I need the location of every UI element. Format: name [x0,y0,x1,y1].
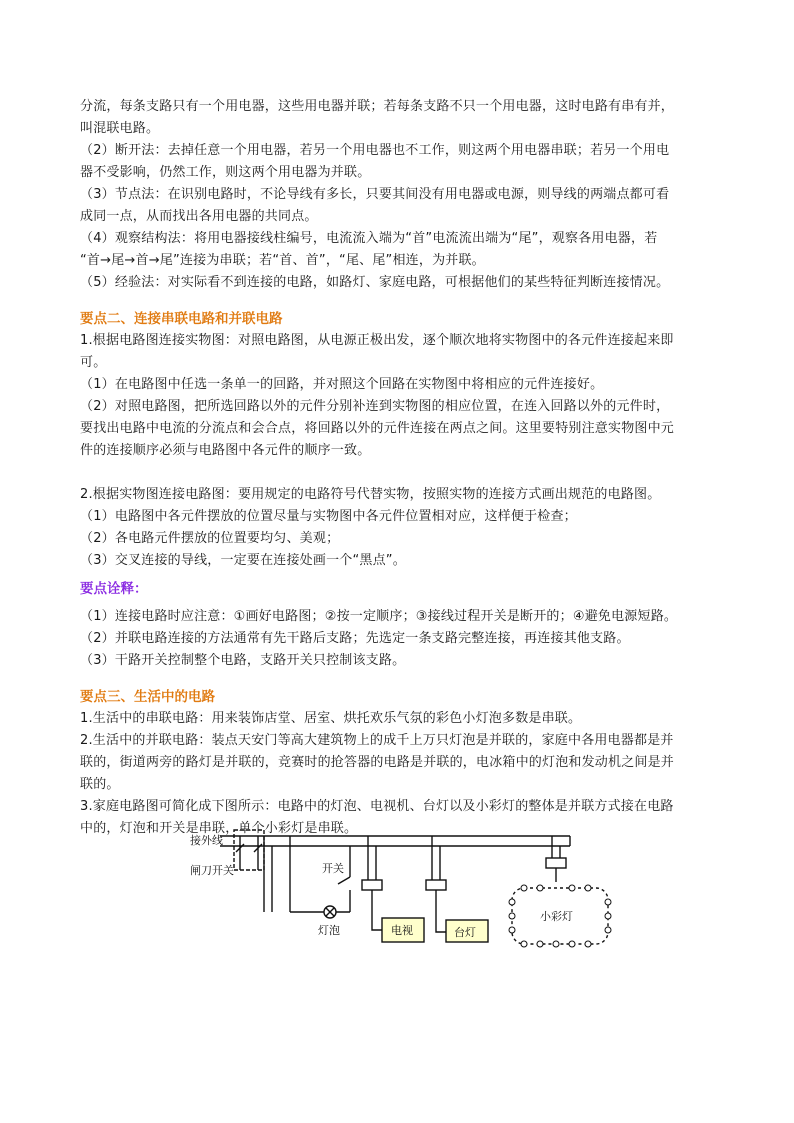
text-line: “首→尾→首→尾”连接为串联；若“首、首”，“尾、尾”相连，为并联。 [80,253,485,268]
text-line: （1）在电路图中任选一条单一的回路，并对照这个回路在实物图中将相应的元件连接好。 [80,377,604,392]
text-line: （1）电路图中各元件摆放的位置尽量与实物图中各元件位置相对应，这样便于检查； [80,509,577,524]
text-line: （2）各电路元件摆放的位置要均匀、美观； [80,531,340,546]
text-line: 中的，灯泡和开关是串联，单个小彩灯是串联。 [80,821,358,836]
section1-continuation [80,96,720,294]
text-line: 1.生活中的串联电路：用来装饰店堂、居室、烘托欢乐气氛的彩色小灯泡多数是串联。 [80,711,582,726]
text-line: 件的连接顺序必须与电路图中各元件的顺序一致。 [80,443,371,458]
lamp-socket [426,880,446,890]
text-line: （2）对照电路图，把所选回路以外的元件分别补连到实物图的相应位置，在连入回路以外的元件时， [80,399,670,414]
text-line: （3）节点法：在识别电路时，不论导线有多长，只要其间没有用电器或电源，则导线的两端点都可看 [80,187,670,202]
text-line: 要找出电路中电流的分流点和会合点，将回路以外的元件连接在两点之间。这里要特别注意实物图中元 [80,421,675,436]
circuit-svg [190,822,620,952]
text-line: 2.生活中的并联电路：装点天安门等高大建筑物上的成千上万只灯泡是并联的，家庭中各用电器都是并 [80,733,674,748]
text-line: 叫混联电路。 [80,121,160,136]
section2 [80,308,720,572]
section3-heading: 要点三、生活中的电路 [80,689,215,705]
text-line: （4）观察结构法：将用电器接线柱编号，电流流入端为“首”电流流出端为“尾”，观察各用电器，若 [80,231,658,246]
text-line: 3.家庭电路图可简化成下图所示：电路中的灯泡、电视机、台灯以及小彩灯的整体是并联方式接在电路 [80,799,674,814]
tv-socket [362,880,382,890]
label-tv: 电视 [391,924,413,937]
text-line: （1）连接电路时应注意：①画好电路图；②按一定顺序；③接线过程开关是断开的；④避免电源短路。 [80,609,678,624]
label-switch: 开关 [322,862,344,875]
switch-blade [338,877,350,884]
text-line: （3）干路开关控制整个电路，支路开关只控制该支路。 [80,653,406,668]
text-line: （5）经验法：对实际看不到连接的电路，如路灯、家庭电路，可根据他们的某些特征判断连接情况。 [80,275,670,290]
household-circuit-diagram [190,822,620,952]
text-line: 联的。 [80,777,120,792]
text-line: （2）并联电路连接的方法通常有先干路后支路；先选定一条支路完整连接，再连接其他支路。 [80,631,630,646]
label-bulb: 灯泡 [318,924,340,937]
label-outer-wire: 接外线 [190,834,223,847]
notes-heading: 要点诠释： [80,581,148,597]
section3 [80,686,720,840]
notes [80,578,720,672]
text-line: 可。 [80,355,107,370]
text-line: （3）交叉连接的导线，一定要在连接处画一个“黑点”。 [80,553,406,568]
text-line: 2.根据实物图连接电路图：要用规定的电路符号代替实物，按照实物的连接方式画出规范的电路图。 [80,487,661,502]
label-knife-switch: 闸刀开关 [190,864,234,877]
lights-socket [546,858,566,868]
text-line: 分流，每条支路只有一个用电器，这些用电器并联；若每条支路不只一个用电器，这时电路有串有并， [80,99,675,114]
text-line: 1.根据电路图连接实物图：对照电路图，从电源正极出发，逐个顺次地将实物图中的各元件连接起来即 [80,333,674,348]
text-line: 联的，街道两旁的路灯是并联的，竞赛时的抢答器的电路是并联的，电冰箱中的灯泡和发动机之间是并 [80,755,675,770]
label-string-lights: 小彩灯 [540,910,573,923]
section2-heading: 要点二、连接串联电路和并联电路 [80,311,283,327]
document-page [80,96,720,840]
text-line: （2）断开法：去掉任意一个用电器，若另一个用电器也不工作，则这两个用电器串联；若另一个用电 [80,143,670,158]
text-line: 成同一点，从而找出各用电器的共同点。 [80,209,318,224]
text-line: 器不受影响，仍然工作，则这两个用电器为并联。 [80,165,371,180]
label-lamp: 台灯 [454,926,476,939]
